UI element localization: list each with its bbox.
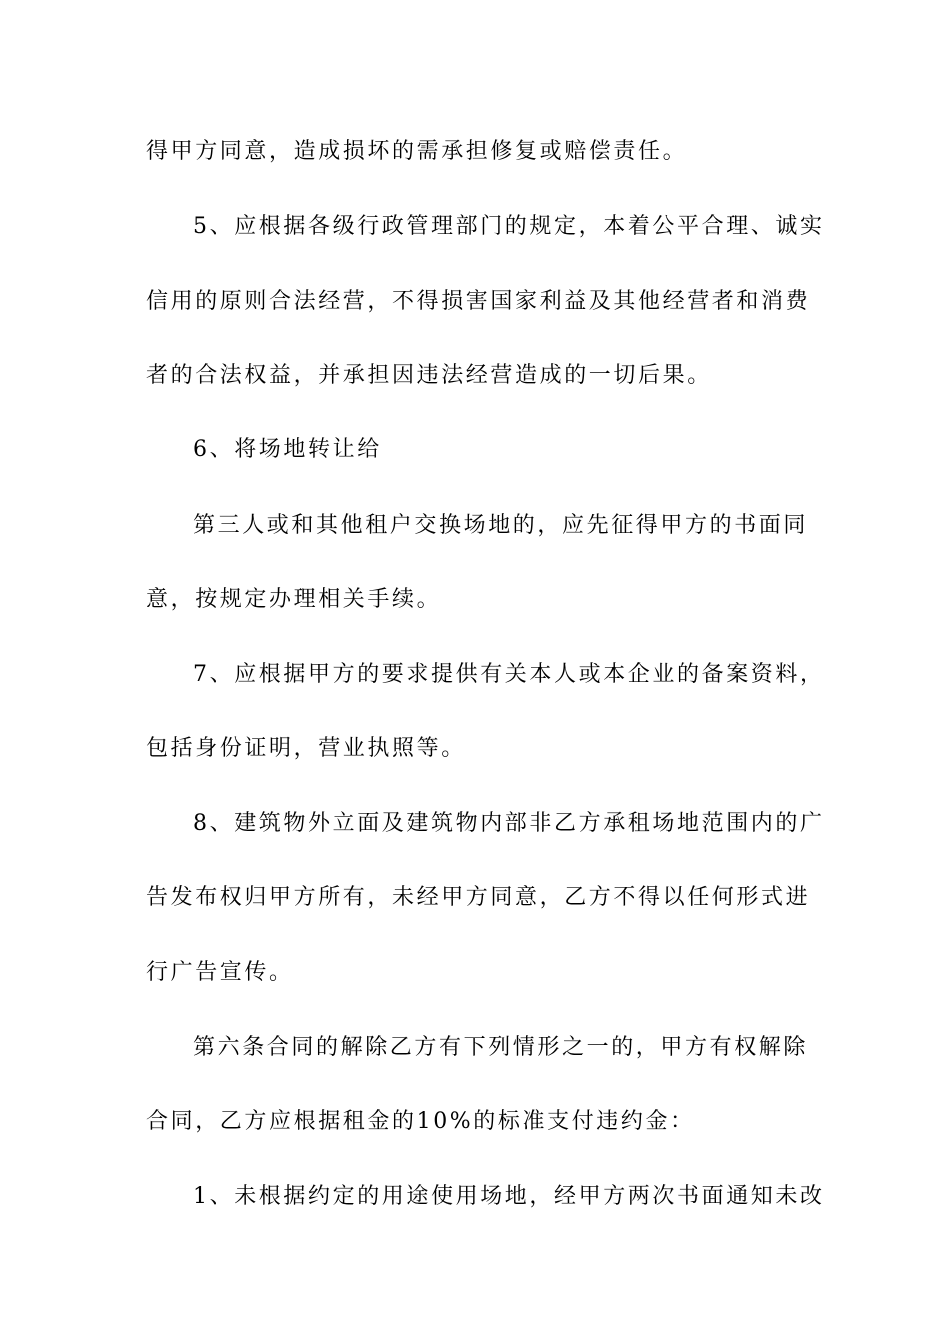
text-line: 告发布权归甲方所有，未经甲方同意，乙方不得以任何形式进 [146,885,811,910]
text-line: 者的合法权益，并承担因违法经营造成的一切后果。 [146,363,712,388]
text-line: 6、将场地转让给 [193,437,382,462]
text-line: 行广告宣传。 [146,960,294,985]
text-line: 8、建筑物外立面及建筑物内部非乙方承租场地范围内的广 [193,811,825,836]
text-line: 7、应根据甲方的要求提供有关本人或本企业的备案资料， [193,662,825,687]
text-line: 5、应根据各级行政管理部门的规定，本着公平合理、诚实 [193,214,825,239]
text-line: 1、未根据约定的用途使用场地，经甲方两次书面通知未改 [193,1184,825,1209]
text-line: 得甲方同意，造成损坏的需承担修复或赔偿责任。 [146,139,688,164]
text-line: 第三人或和其他租户交换场地的，应先征得甲方的书面同 [193,513,809,538]
text-line: 包括身份证明，营业执照等。 [146,736,466,761]
text-line: 意，按规定办理相关手续。 [146,587,442,612]
text-line: 第六条合同的解除乙方有下列情形之一的，甲方有权解除 [193,1035,809,1060]
text-line: 合同，乙方应根据租金的10%的标准支付违约金： [146,1109,695,1134]
text-line: 信用的原则合法经营，不得损害国家利益及其他经营者和消费 [146,289,811,314]
